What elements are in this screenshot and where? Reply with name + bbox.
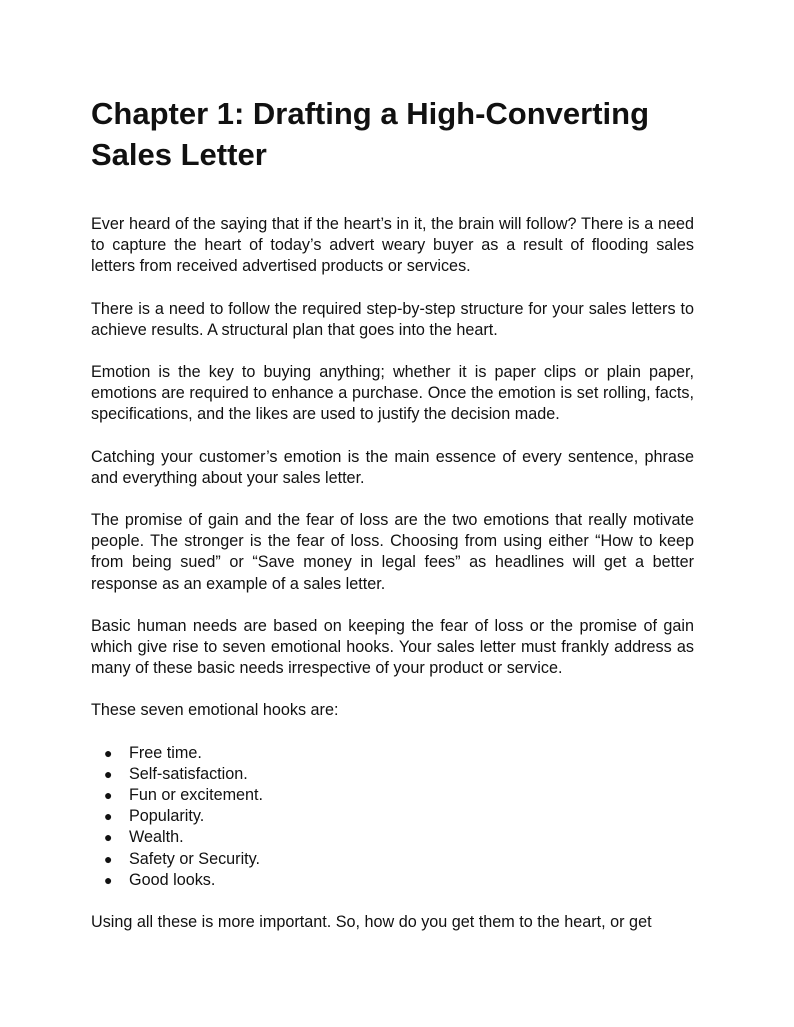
emotional-hooks-list: [91, 743, 694, 891]
paragraph: The promise of gain and the fear of loss are the two emotions that really motivate people. The stronger is the fear of loss. Choosing from using either “How to keep from being sued” or “Save money in legal fees” as headlines will get a better response as an example of a sales letter.: [91, 511, 694, 593]
list-item: [91, 806, 694, 827]
paragraph: There is a need to follow the required step-by-step structure for your sales letters to achieve results. A structural plan that goes into the heart.: [91, 299, 694, 339]
list-item: [91, 849, 694, 870]
list-item-text: Good looks.: [129, 870, 216, 889]
bullet-icon: ●: [104, 829, 113, 846]
bullet-icon: ●: [104, 787, 113, 804]
chapter-title: Chapter 1: Drafting a High-Converting Sales Letter: [91, 96, 650, 172]
list-item: [91, 827, 694, 848]
list-item: [91, 870, 694, 891]
list-item-text: Wealth.: [129, 828, 184, 847]
paragraph: Ever heard of the saying that if the heart’s in it, the brain will follow? There is a need to capture the heart of today’s advert weary buyer as a result of flooding sales letters from received advertised products or services.: [91, 215, 694, 276]
list-intro: These seven emotional hooks are:: [91, 701, 339, 720]
paragraph: Emotion is the key to buying anything; whether it is paper clips or plain paper, emotions are required to enhance a purchase. Once the emotion is set rolling, facts, specifications, and the likes are used to justify the decision made.: [91, 363, 694, 424]
bullet-icon: ●: [104, 850, 113, 867]
list-item: [91, 785, 694, 806]
closing-paragraph: Using all these is more important. So, how do you get them to the heart, or get: [91, 913, 652, 932]
bullet-icon: ●: [104, 871, 113, 888]
list-item-text: Free time.: [129, 743, 202, 762]
paragraph: Basic human needs are based on keeping the fear of loss or the promise of gain which give rise to seven emotional hooks. Your sales letter must frankly address as many of these basic needs irrespective of your product or service.: [91, 616, 694, 678]
list-item: [91, 743, 694, 764]
list-item-text: Popularity.: [129, 807, 205, 826]
bullet-icon: ●: [104, 765, 113, 782]
list-item: [91, 764, 694, 785]
list-item-text: Safety or Security.: [129, 849, 261, 868]
bullet-icon: ●: [104, 808, 113, 825]
list-item-text: Fun or excitement.: [129, 786, 264, 805]
document-body: [91, 214, 694, 954]
paragraph: Catching your customer’s emotion is the main essence of every sentence, phrase and everything about your sales letter.: [91, 447, 694, 487]
list-item-text: Self-satisfaction.: [129, 764, 248, 783]
bullet-icon: ●: [104, 744, 113, 761]
